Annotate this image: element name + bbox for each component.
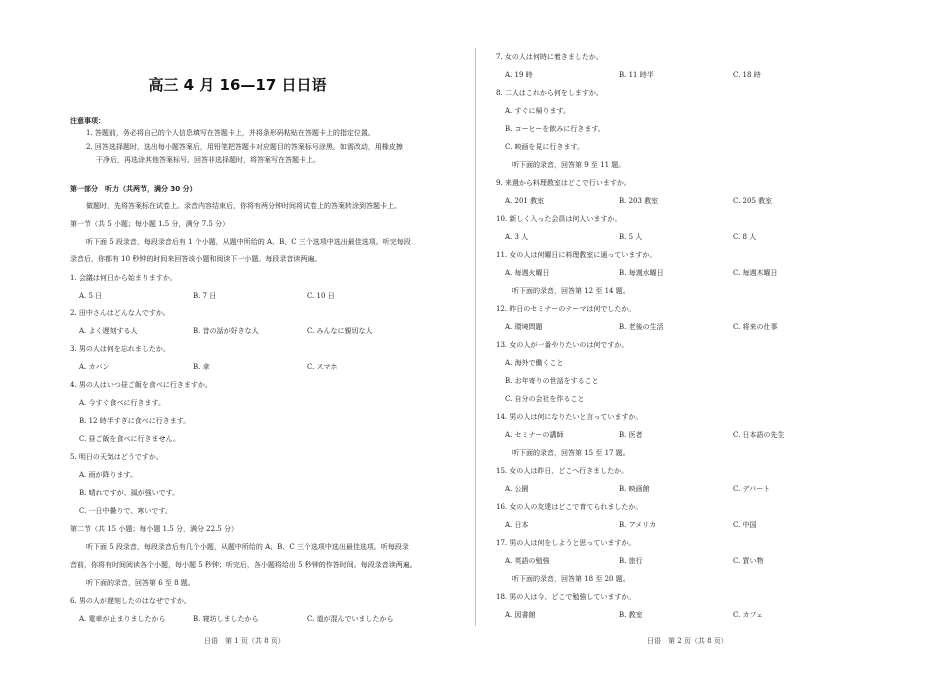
group1-instruction: 听下面的录音，回答第 6 至 8 题。 <box>86 579 195 587</box>
q2-stem: 2. 田中さんはどんな人ですか。 <box>70 309 170 317</box>
q4-option-c[interactable]: C. 昼ご飯を食べに行きません。 <box>79 435 180 443</box>
q18-stem: 18. 男の人は今、どこで勉強していますか。 <box>496 593 636 601</box>
q1-option-c[interactable]: C. 10 日 <box>307 292 335 300</box>
q7-stem: 7. 女の人は何時に着きましたか。 <box>496 53 603 61</box>
q11-option-a[interactable]: A. 毎週火曜日 <box>505 269 550 277</box>
section1-title: 第一节（共 5 小题；每小题 1.5 分，满分 7.5 分） <box>70 220 230 228</box>
notice-item-2: 2. 回答选择题时，选出每小题答案后，用铅笔把答题卡对应题目的答案标号涂黑。如需改动，用橡皮擦 <box>86 143 403 151</box>
q5-option-a[interactable]: A. 雨が降ります。 <box>79 471 137 479</box>
section1-instruction-2: 录音后，你都有 10 秒钟的时间来回答该小题和阅读下一小题。每段录音读两遍。 <box>70 255 322 263</box>
section2-instruction-2: 音前，你将有时间阅读各个小题，每小题 5 秒钟；听完后，各小题将给出 5 秒钟的作答时间。每段录音读两遍。 <box>70 561 417 569</box>
q14-stem: 14. 男の人は何になりたいと言っていますか。 <box>496 413 643 421</box>
q18-option-a[interactable]: A. 図書館 <box>505 611 536 619</box>
q8-option-a[interactable]: A. すぐに帰ります。 <box>505 107 570 115</box>
page-footer: 日语 第 1 页（共 8 页） <box>204 637 285 645</box>
section2-title: 第二节（共 15 小题；每小题 1.5 分，满分 22.5 分） <box>70 525 238 533</box>
q11-stem: 11. 女の人は何曜日に料理教室に通っていますか。 <box>496 251 657 259</box>
q16-option-a[interactable]: A. 日本 <box>505 521 529 529</box>
q1-option-a[interactable]: A. 5 日 <box>79 292 103 300</box>
q9-option-a[interactable]: A. 201 教室 <box>505 197 545 205</box>
q5-option-b[interactable]: B. 晴れですが、風が強いです。 <box>79 489 180 497</box>
q3-stem: 3. 男の人は何を忘れましたか。 <box>70 345 170 353</box>
q9-option-b[interactable]: B. 203 教室 <box>619 197 659 205</box>
q3-option-a[interactable]: A. カバン <box>79 363 110 371</box>
q6-option-c[interactable]: C. 道が混んでいましたから <box>307 615 394 623</box>
q6-option-b[interactable]: B. 寝坊しましたから <box>193 615 259 623</box>
notice-item-2-cont: 干净后，再选涂其他答案标号。回答非选择题时，将答案写在答题卡上。 <box>96 156 320 164</box>
q16-stem: 16. 女の人の友達はどこで育てられましたか。 <box>496 503 643 511</box>
q13-option-b[interactable]: B. お年寄りの世話をすること <box>505 377 599 385</box>
q15-option-a[interactable]: A. 公園 <box>505 485 529 493</box>
group2-instruction: 听下面的录音，回答第 9 至 11 题。 <box>512 161 626 169</box>
q2-option-a[interactable]: A. よく遅刻する人 <box>79 327 138 335</box>
q11-option-b[interactable]: B. 毎週水曜日 <box>619 269 664 277</box>
q12-stem: 12. 昨日のセミナーのテーマは何でしたか。 <box>496 305 636 313</box>
exam-page-2 <box>475 0 950 688</box>
notice-title: 注意事项： <box>70 117 105 125</box>
q12-option-b[interactable]: B. 老後の生活 <box>619 323 664 331</box>
q1-option-b[interactable]: B. 7 日 <box>193 292 217 300</box>
q16-option-c[interactable]: C. 中国 <box>733 521 757 529</box>
q17-option-b[interactable]: B. 旅行 <box>619 557 643 565</box>
q14-option-c[interactable]: C. 日本語の先生 <box>733 431 785 439</box>
q10-stem: 10. 新しく入った会員は何人いますか。 <box>496 215 622 223</box>
part1-instruction: 做题时，先将答案标在试卷上。录音内容结束后，你将有两分钟时间将试卷上的答案转涂到答题卡上。 <box>86 202 401 210</box>
q8-option-b[interactable]: B. コーヒーを飲みに行きます。 <box>505 125 605 133</box>
exam-title: 高三 4 月 16—17 日日语 <box>148 76 327 94</box>
q10-option-a[interactable]: A. 3 人 <box>505 233 529 241</box>
q12-option-a[interactable]: A. 環境問題 <box>505 323 543 331</box>
q13-option-a[interactable]: A. 海外で働くこと <box>505 359 564 367</box>
group5-instruction: 听下面的录音，回答第 18 至 20 题。 <box>512 575 630 583</box>
q12-option-c[interactable]: C. 将来の仕事 <box>733 323 778 331</box>
q14-option-a[interactable]: A. セミナーの講師 <box>505 431 564 439</box>
q2-option-b[interactable]: B. 昔の話が好きな人 <box>193 327 259 335</box>
q7-option-b[interactable]: B. 11 時半 <box>619 71 654 79</box>
q4-option-b[interactable]: B. 12 時半すぎに食べに行きます。 <box>79 417 191 425</box>
q6-stem: 6. 男の人が遅刻したのはなぜですか。 <box>70 597 191 605</box>
section1-instruction-1: 听下面 5 段录音，每段录音后有 1 个小题，从题中所给的 A、B、C 三个选项中选出最佳选项。听完每段 <box>86 238 411 246</box>
part1-title: 第一部分 听力（共两节，满分 30 分） <box>70 185 197 193</box>
notice-item-1: 1. 答题前，务必将自己的个人信息填写在答题卡上，并将条形码粘贴在答题卡上的指定位置。 <box>86 129 375 137</box>
q7-option-c[interactable]: C. 18 時 <box>733 71 761 79</box>
q1-stem: 1. 会議は何日から始まりますか。 <box>70 274 177 282</box>
q9-stem: 9. 来週から料理教室はどこで行いますか。 <box>496 179 631 187</box>
q3-option-b[interactable]: B. 傘 <box>193 363 210 371</box>
q10-option-b[interactable]: B. 5 人 <box>619 233 643 241</box>
q15-option-b[interactable]: B. 映画館 <box>619 485 650 493</box>
q17-option-a[interactable]: A. 英語の勉強 <box>505 557 550 565</box>
group4-instruction: 听下面的录音，回答第 15 至 17 题。 <box>512 449 630 457</box>
q17-stem: 17. 男の人は何をしようと思っていますか。 <box>496 539 636 547</box>
q13-option-c[interactable]: C. 自分の会社を作ること <box>505 395 585 403</box>
q7-option-a[interactable]: A. 19 時 <box>505 71 533 79</box>
q9-option-c[interactable]: C. 205 教室 <box>733 197 773 205</box>
q10-option-c[interactable]: C. 8 人 <box>733 233 757 241</box>
page-footer: 日语 第 2 页（共 8 页） <box>647 637 728 645</box>
q3-option-c[interactable]: C. スマホ <box>307 363 338 371</box>
q17-option-c[interactable]: C. 買い物 <box>733 557 764 565</box>
q8-stem: 8. 二人はこれから何をしますか。 <box>496 89 603 97</box>
q15-option-c[interactable]: C. デパート <box>733 485 771 493</box>
q4-option-a[interactable]: A. 今すぐ食べに行きます。 <box>79 399 165 407</box>
q6-option-a[interactable]: A. 電車が止まりましたから <box>79 615 166 623</box>
q8-option-c[interactable]: C. 映画を見に行きます。 <box>505 143 584 151</box>
q15-stem: 15. 女の人は昨日、どこへ行きましたか。 <box>496 467 629 475</box>
q16-option-b[interactable]: B. アメリカ <box>619 521 657 529</box>
q2-option-c[interactable]: C. みんなに親切な人 <box>307 327 373 335</box>
q4-stem: 4. 男の人はいつ昼ご飯を食べに行きますか。 <box>70 381 212 389</box>
q5-option-c[interactable]: C. 一日中曇りで、寒いです。 <box>79 507 172 515</box>
q14-option-b[interactable]: B. 医者 <box>619 431 643 439</box>
q13-stem: 13. 女の人が一番やりたいのは何ですか。 <box>496 341 629 349</box>
q18-option-c[interactable]: C. カフェ <box>733 611 764 619</box>
q5-stem: 5. 明日の天気はどうですか。 <box>70 453 163 461</box>
group3-instruction: 听下面的录音，回答第 12 至 14 题。 <box>512 287 630 295</box>
section2-instruction-1: 听下面 5 段录音，每段录音后有几个小题，从题中所给的 A、B、C 三个选项中选出最佳选项。听每段录 <box>86 543 409 551</box>
q18-option-b[interactable]: B. 教室 <box>619 611 643 619</box>
q11-option-c[interactable]: C. 毎週木曜日 <box>733 269 778 277</box>
